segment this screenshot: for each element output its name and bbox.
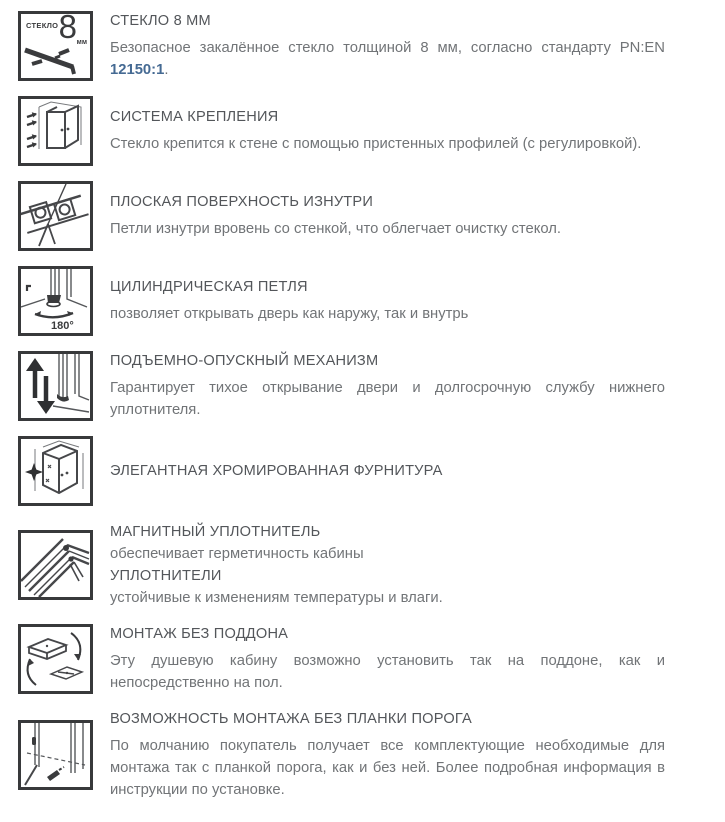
feature-row-no-tray [18,624,665,694]
feature-title: ПОДЪЕМНО-ОПУСКНЫЙ МЕХАНИЗМ [110,353,379,369]
feature-title: ЭЛЕГАНТНАЯ ХРОМИРОВАННАЯ ФУРНИТУРА [110,463,443,479]
feature-row-flat-surface [18,181,665,251]
magnetic-seal-icon [18,530,93,600]
feature-text-magnetic-seal [110,521,665,609]
feature-title: СИСТЕМА КРЕПЛЕНИЯ [110,109,279,125]
feature-title: ПЛОСКАЯ ПОВЕРХНОСТЬ ИЗНУТРИ [110,194,374,210]
feature-text-lift-mechanism [110,351,665,421]
feature-row-magnetic-seal [18,521,665,609]
feature-row-no-threshold [18,709,665,801]
feature-title: ВОЗМОЖНОСТЬ МОНТАЖА БЕЗ ПЛАНКИ ПОРОГА [110,711,472,727]
body-text-tail: . [164,62,169,78]
chrome-hardware-icon [18,436,93,506]
feature-text-no-threshold [110,709,665,801]
feature-subtitle: УПЛОТНИТЕЛИ [110,568,222,584]
feature-text-mounting-system [110,107,665,155]
hinge-degree-label: 180° [51,320,74,332]
feature-description: По молчанию покупатель получает все комплектующие необходимые для монтажа так с планкой порога, как и без ней. Более подробная информация в инструкции по установке. [110,738,665,798]
feature-title: ЦИЛИНДРИЧЕСКАЯ ПЕТЛЯ [110,279,308,295]
standard-number: 12150:1 [110,62,165,78]
up-down-arrows-graphic [21,354,90,418]
glass-icon-value: 8 [58,8,77,45]
flush-hinge-graphic [21,184,90,248]
cylindrical-hinge-icon [18,266,93,336]
feature-row-mounting-system [18,96,665,166]
feature-text-glass-8mm [110,11,665,81]
feature-description: позволяет открывать дверь как наружу, так и внутрь [110,306,469,322]
glass-icon-unit: мм [76,39,87,46]
feature-title: МАГНИТНЫЙ УПЛОТНИТЕЛЬ [110,524,321,540]
mounting-system-icon [18,96,93,166]
glass-icon-label: СТЕКЛО [26,21,59,30]
no-tray-mounting-icon [18,624,93,694]
feature-description [110,37,665,81]
cabin-wall-arrows-graphic [21,99,90,163]
broken-glass-graphic [21,14,90,78]
feature-description: Гарантирует тихое открывание двери и долгосрочную службу нижнего уплотнителя. [110,380,665,418]
hinge-180-graphic [21,269,90,333]
feature-description: обеспечивает герметичность кабины [110,546,364,562]
feature-description: Петли изнутри вровень со стенкой, что облегчает очистку стекол. [110,221,562,237]
tray-swap-graphic [21,627,90,691]
feature-description: Эту душевую кабину возможно установить так на поддоне, как и непосредственно на пол. [110,653,665,691]
doorframe-no-sill-graphic [21,723,90,787]
no-threshold-strip-icon [18,720,93,790]
feature-title: СТЕКЛО 8 ММ [110,13,211,29]
flat-inner-surface-icon [18,181,93,251]
feature-text-cylindrical-hinge [110,277,665,325]
feature-text-chrome-hardware [110,460,665,482]
feature-text-no-tray [110,624,665,694]
feature-row-cylindrical-hinge [18,266,665,336]
feature-row-chrome-hardware [18,436,665,506]
sparkling-cabin-graphic [21,439,90,503]
feature-description: Стекло крепится к стене с помощью пристенных профилей (с регулировкой). [110,136,642,152]
body-text: Безопасное закалённое стекло толщиной 8 мм, согласно стандарту PN:EN [110,40,665,56]
glass-8mm-icon [18,8,93,81]
seal-profile-graphic [21,533,90,597]
feature-row-glass-8mm [18,8,665,81]
feature-row-lift-mechanism [18,351,665,421]
feature-text-flat-surface [110,192,665,240]
feature-title: МОНТАЖ БЕЗ ПОДДОНА [110,626,289,642]
lift-mechanism-icon [18,351,93,421]
feature-subdescription: устойчивые к изменениям температуры и влаги. [110,590,443,606]
